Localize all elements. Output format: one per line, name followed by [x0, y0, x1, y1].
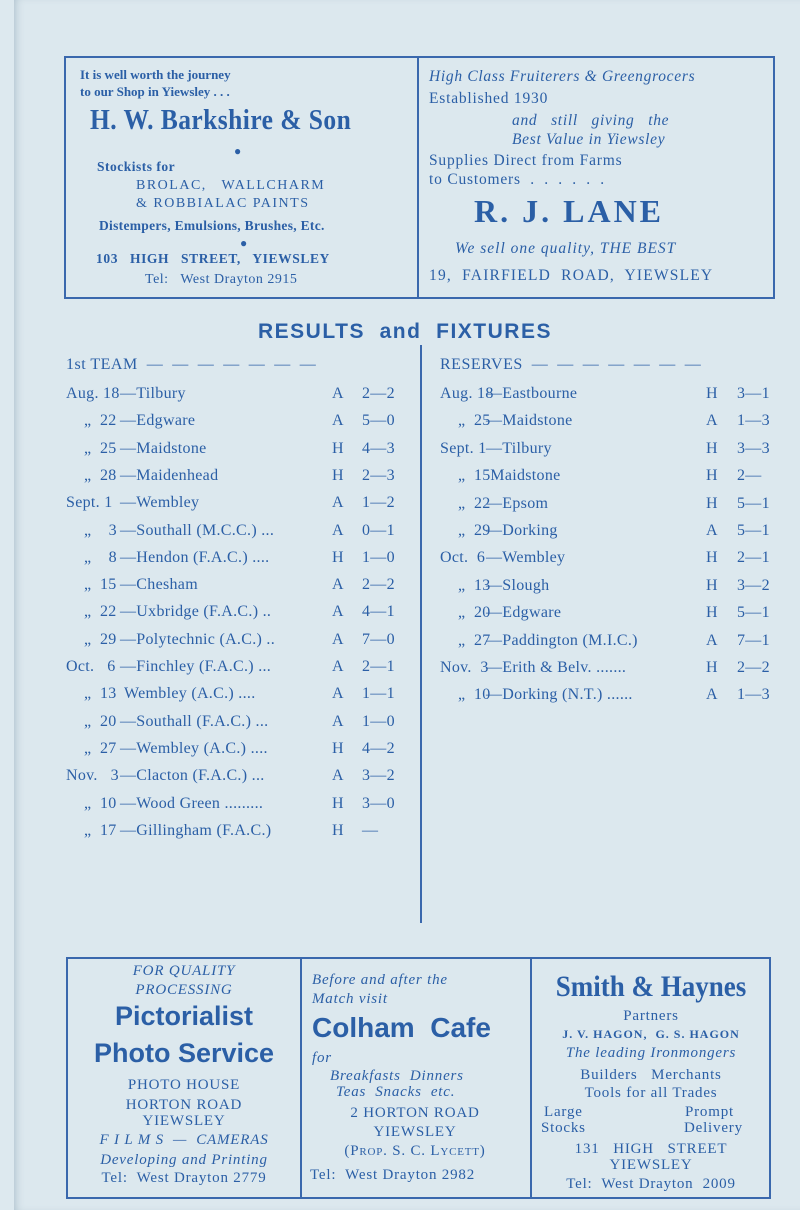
fixture-row — [66, 683, 406, 705]
fixture-row — [440, 657, 775, 679]
colham-proprietor: (Prop. S. C. Lycett) — [344, 1143, 486, 1159]
fixture-opponent: —Wembley (A.C.) .... — [120, 739, 268, 757]
fixture-score: 5—1 — [737, 494, 770, 512]
fixture-opponent: —Tilbury — [120, 385, 186, 402]
fixture-date: „ 13 — [84, 685, 117, 703]
fixture-score: 4—1 — [362, 603, 395, 621]
fixture-venue: A — [332, 658, 344, 675]
fixture-row — [66, 574, 406, 596]
fixture-opponent: —Southall (M.C.C.) ... — [120, 521, 275, 539]
lane-line-2: Established 1930 — [429, 90, 549, 107]
fixture-score: 3—2 — [362, 767, 395, 785]
fixture-venue: A — [332, 576, 344, 594]
lane-title: R. J. LANE — [474, 193, 665, 229]
fixture-opponent: —Clacton (F.A.C.) ... — [120, 767, 265, 785]
fixture-row — [440, 383, 775, 405]
bullet-icon: ● — [240, 236, 248, 250]
fixture-date: Oct. 6 — [440, 549, 486, 567]
fixture-row — [66, 765, 406, 787]
colham-for: for — [312, 1050, 332, 1066]
fixture-opponent: —Epsom — [486, 494, 549, 512]
pictorialist-address-3: YIEWSLEY — [142, 1113, 226, 1129]
fixture-score: 2—3 — [362, 466, 395, 484]
fixture-date: „ 10 — [458, 686, 491, 704]
fixture-date: „ 15 — [458, 467, 491, 485]
fixture-score: 1—0 — [362, 712, 395, 730]
barkshire-paints-2: & ROBBIALAC PAINTS — [136, 196, 310, 211]
pictorialist-line-2: PROCESSING — [135, 982, 233, 998]
top-ads-divider — [417, 57, 419, 298]
fixture-opponent: —Maidstone — [120, 439, 207, 457]
fixture-opponent: —Wood Green ......... — [120, 794, 264, 812]
fixture-venue: A — [332, 712, 344, 730]
fixture-opponent: —Paddington (M.I.C.) — [486, 631, 638, 649]
fixture-opponent: —Polytechnic (A.C.) .. — [120, 630, 276, 648]
fixture-row — [66, 656, 406, 678]
fixture-score: 3—0 — [362, 794, 395, 812]
fixture-score: 1—3 — [737, 686, 770, 704]
fixture-opponent: —Maidenhead — [120, 466, 219, 484]
smith-address-2: YIEWSLEY — [609, 1157, 693, 1173]
fixture-row — [440, 410, 775, 432]
fixtures-divider — [420, 345, 422, 923]
barkshire-address: 103 HIGH STREET, YIEWSLEY — [96, 251, 330, 266]
fixture-score: 2—2 — [362, 576, 395, 594]
fixture-row — [66, 738, 406, 760]
smith-stocks: Stocks — [541, 1120, 586, 1136]
fixture-score: 1—1 — [362, 685, 395, 703]
fixture-venue: A — [332, 685, 344, 703]
fixture-date: „ 28 — [84, 466, 117, 484]
lane-address: 19, FAIRFIELD ROAD, YIEWSLEY — [429, 267, 714, 284]
fixture-date: „ 29 — [458, 522, 491, 539]
smith-builders: Builders Merchants — [580, 1067, 722, 1083]
smith-delivery: Delivery — [684, 1120, 743, 1136]
fixture-venue: A — [332, 494, 344, 512]
fixture-score: 3—3 — [737, 439, 770, 457]
fixture-date: „ 17 — [84, 821, 117, 839]
colham-menu-2: Teas Snacks etc. — [336, 1084, 456, 1100]
fixture-date: „ 10 — [84, 794, 117, 812]
fixture-date: „ 3 — [84, 521, 117, 539]
fixture-venue: A — [706, 522, 718, 539]
fixture-date: Oct. 6 — [66, 658, 116, 675]
pictorialist-address-2: HORTON ROAD — [125, 1097, 243, 1113]
fixture-row — [66, 629, 406, 651]
first-team-heading: 1st TEAM — — — — — — — — [66, 356, 317, 373]
colham-address-1: 2 HORTON ROAD — [350, 1105, 480, 1121]
colham-tel: Tel: West Drayton 2982 — [310, 1167, 476, 1183]
fixture-venue: H — [706, 549, 718, 567]
fixture-score: 7—1 — [737, 631, 770, 649]
fixture-score: 1—2 — [362, 494, 395, 512]
fixture-row — [440, 547, 775, 569]
fixture-score: 5—1 — [737, 604, 770, 622]
fixture-opponent: Wembley (A.C.) .... — [120, 685, 256, 703]
fixture-venue: H — [332, 466, 344, 484]
fixture-score: 5—0 — [362, 412, 395, 430]
pictorialist-tel: Tel: West Drayton 2779 — [101, 1170, 267, 1186]
lane-line-4: Best Value in Yiewsley — [512, 131, 666, 148]
fixture-row — [66, 383, 406, 405]
fixture-opponent: —Uxbridge (F.A.C.) .. — [120, 603, 272, 621]
pictorialist-title-2: Photo Service — [93, 1038, 275, 1068]
fixture-venue: H — [706, 494, 718, 512]
fixture-opponent: —Slough — [486, 576, 550, 594]
fixture-venue: H — [706, 467, 718, 485]
fixture-date: „ 25 — [84, 439, 117, 457]
colham-address-2: YIEWSLEY — [373, 1124, 457, 1140]
colham-line-1: Before and after the — [312, 972, 448, 988]
barkshire-tagline-1: It is well worth the journey — [80, 67, 231, 82]
smith-partner-names: J. V. HAGON, G. S. HAGON — [562, 1027, 740, 1041]
pictorialist-title-1: Pictorialist — [114, 1001, 254, 1031]
fixture-opponent: —Edgware — [120, 412, 196, 430]
fixture-date: „ 8 — [84, 548, 117, 566]
smith-large: Large — [544, 1104, 583, 1120]
fixture-venue: A — [332, 767, 344, 785]
barkshire-stockists: Stockists for — [97, 159, 176, 174]
fixture-venue: A — [332, 412, 344, 430]
fixture-opponent: —Wembley — [120, 494, 200, 512]
fixture-row — [66, 793, 406, 815]
fixture-score: 2—1 — [362, 658, 395, 675]
fixture-opponent: —Dorking — [486, 522, 558, 539]
fixture-opponent: —Wembley — [486, 549, 566, 567]
fixture-date: Aug. 18 — [440, 385, 494, 402]
fixture-venue: A — [332, 385, 344, 402]
lane-line-1: High Class Fruiterers & Greengrocers — [429, 68, 696, 85]
fixture-row — [66, 601, 406, 623]
lane-line-5: Supplies Direct from Farms — [429, 152, 623, 169]
fixture-date: Nov. 3 — [66, 767, 119, 785]
fixture-date: Sept. 1 — [66, 494, 113, 512]
fixture-row — [66, 711, 406, 733]
smith-tel: Tel: West Drayton 2009 — [566, 1176, 736, 1192]
fixture-venue: H — [706, 576, 718, 594]
fixture-venue: H — [332, 821, 344, 839]
fixture-opponent: —Finchley (F.A.C.) ... — [120, 658, 272, 675]
lane-line-6: to Customers . . . . . . — [429, 171, 605, 188]
fixture-score: 3—2 — [737, 576, 770, 594]
fixture-opponent: —Southall (F.A.C.) ... — [120, 712, 269, 730]
fixture-venue: A — [332, 521, 344, 539]
fixture-date: „ 22 — [84, 603, 117, 621]
fixture-row — [66, 438, 406, 460]
fixture-venue: H — [706, 439, 718, 457]
fixture-score: 2— — [737, 467, 762, 485]
fixture-score: 1—3 — [737, 412, 770, 430]
smith-partners: Partners — [623, 1008, 679, 1024]
fixture-date: „ 13 — [458, 576, 491, 594]
fixture-score: 1—0 — [362, 548, 395, 566]
fixture-opponent: —Erith & Belv. ....... — [486, 659, 627, 676]
barkshire-tel: Tel: West Drayton 2915 — [145, 272, 298, 287]
fixture-row — [66, 492, 406, 514]
fixture-opponent: —Eastbourne — [486, 385, 578, 402]
fixture-row — [440, 438, 775, 460]
smith-prompt: Prompt — [685, 1104, 734, 1120]
pictorialist-line-1: FOR QUALITY — [132, 963, 236, 979]
fixture-row — [440, 493, 775, 515]
barkshire-paints-1: BROLAC, WALLCHARM — [136, 178, 326, 193]
reserves-heading: RESERVES — — — — — — — — [440, 356, 702, 373]
fixture-opponent: —Edgware — [486, 604, 562, 622]
fixture-venue: A — [332, 603, 344, 621]
fixture-opponent: —Hendon (F.A.C.) .... — [120, 548, 270, 566]
lane-line-3: and still giving the — [512, 112, 670, 129]
fixture-date: Sept. 1 — [440, 439, 487, 457]
fixture-row — [440, 520, 775, 542]
pictorialist-films: F I L M S — CAMERAS — [99, 1132, 269, 1148]
fixture-date: „ 25 — [458, 412, 491, 430]
fixture-venue: H — [332, 794, 344, 812]
fixture-row — [66, 410, 406, 432]
smith-tagline: The leading Ironmongers — [565, 1045, 737, 1061]
fixture-score: 3—1 — [737, 385, 770, 402]
bottom-divider-1 — [300, 958, 302, 1198]
colham-menu-1: Breakfasts Dinners — [330, 1068, 464, 1084]
pictorialist-developing: Developing and Printing — [100, 1152, 268, 1168]
fixture-score: 5—1 — [737, 522, 770, 539]
fixture-opponent: —Dorking (N.T.) ...... — [486, 686, 633, 704]
barkshire-tagline-2: to our Shop in Yiewsley . . . — [80, 84, 230, 99]
fixture-venue: H — [706, 604, 718, 622]
fixture-venue: A — [706, 631, 718, 649]
fixture-score: — — [362, 821, 379, 839]
fixture-date: „ 15 — [84, 576, 117, 594]
fixture-row — [440, 575, 775, 597]
lane-slogan: We sell one quality, THE BEST — [455, 240, 677, 257]
fixture-opponent: —Chesham — [120, 576, 198, 594]
fixtures-heading: RESULTS and FIXTURES — [258, 320, 552, 343]
smith-title: Smith & Haynes — [555, 970, 747, 1003]
fixture-venue: H — [706, 659, 718, 676]
fixture-venue: H — [332, 739, 344, 757]
fixture-row — [66, 820, 406, 842]
fixture-opponent: —Gillingham (F.A.C.) — [120, 821, 272, 839]
fixture-date: „ 27 — [458, 631, 491, 649]
barkshire-title: H. W. Barkshire & Son — [90, 104, 352, 136]
fixture-date: „ 20 — [458, 604, 491, 622]
smith-address-1: 131 HIGH STREET — [574, 1141, 728, 1157]
fixture-date: „ 22 — [84, 412, 117, 430]
fixture-score: 2—1 — [737, 549, 770, 567]
fixture-opponent: —Maidstone — [486, 412, 573, 430]
pictorialist-address-1: PHOTO HOUSE — [127, 1077, 241, 1093]
fixture-date: „ 27 — [84, 739, 117, 757]
fixture-date: „ 20 — [84, 712, 117, 730]
fixture-score: 2—2 — [737, 659, 770, 676]
fixture-opponent: —Tilbury — [486, 439, 552, 457]
fixture-venue: H — [332, 548, 344, 566]
fixture-score: 7—0 — [362, 630, 395, 648]
colham-title: Colham Cafe — [312, 1012, 491, 1043]
barkshire-products: Distempers, Emulsions, Brushes, Etc. — [99, 218, 325, 233]
bullet-icon: ● — [234, 144, 242, 158]
fixture-date: „ 22 — [458, 494, 491, 512]
fixture-venue: A — [332, 630, 344, 648]
fixture-venue: A — [706, 412, 718, 430]
fixture-row — [66, 547, 406, 569]
fixture-row — [440, 630, 775, 652]
fixture-row — [440, 465, 775, 487]
fixture-date: „ 29 — [84, 630, 117, 648]
colham-line-2: Match visit — [312, 991, 388, 1007]
fixture-row — [440, 684, 775, 706]
fixture-venue: A — [706, 686, 718, 704]
fixture-score: 4—2 — [362, 739, 395, 757]
fixture-opponent: Maidstone — [486, 467, 561, 485]
fixture-row — [440, 602, 775, 624]
fixture-venue: H — [332, 439, 344, 457]
fixture-score: 2—2 — [362, 385, 395, 402]
fixture-row — [66, 465, 406, 487]
smith-tools: Tools for all Trades — [584, 1085, 718, 1101]
fixture-score: 4—3 — [362, 439, 395, 457]
fixture-date: Aug. 18 — [66, 385, 120, 402]
fixture-venue: H — [706, 385, 718, 402]
fixture-row — [66, 520, 406, 542]
fixture-date: Nov. 3 — [440, 659, 489, 676]
fixture-score: 0—1 — [362, 521, 395, 539]
